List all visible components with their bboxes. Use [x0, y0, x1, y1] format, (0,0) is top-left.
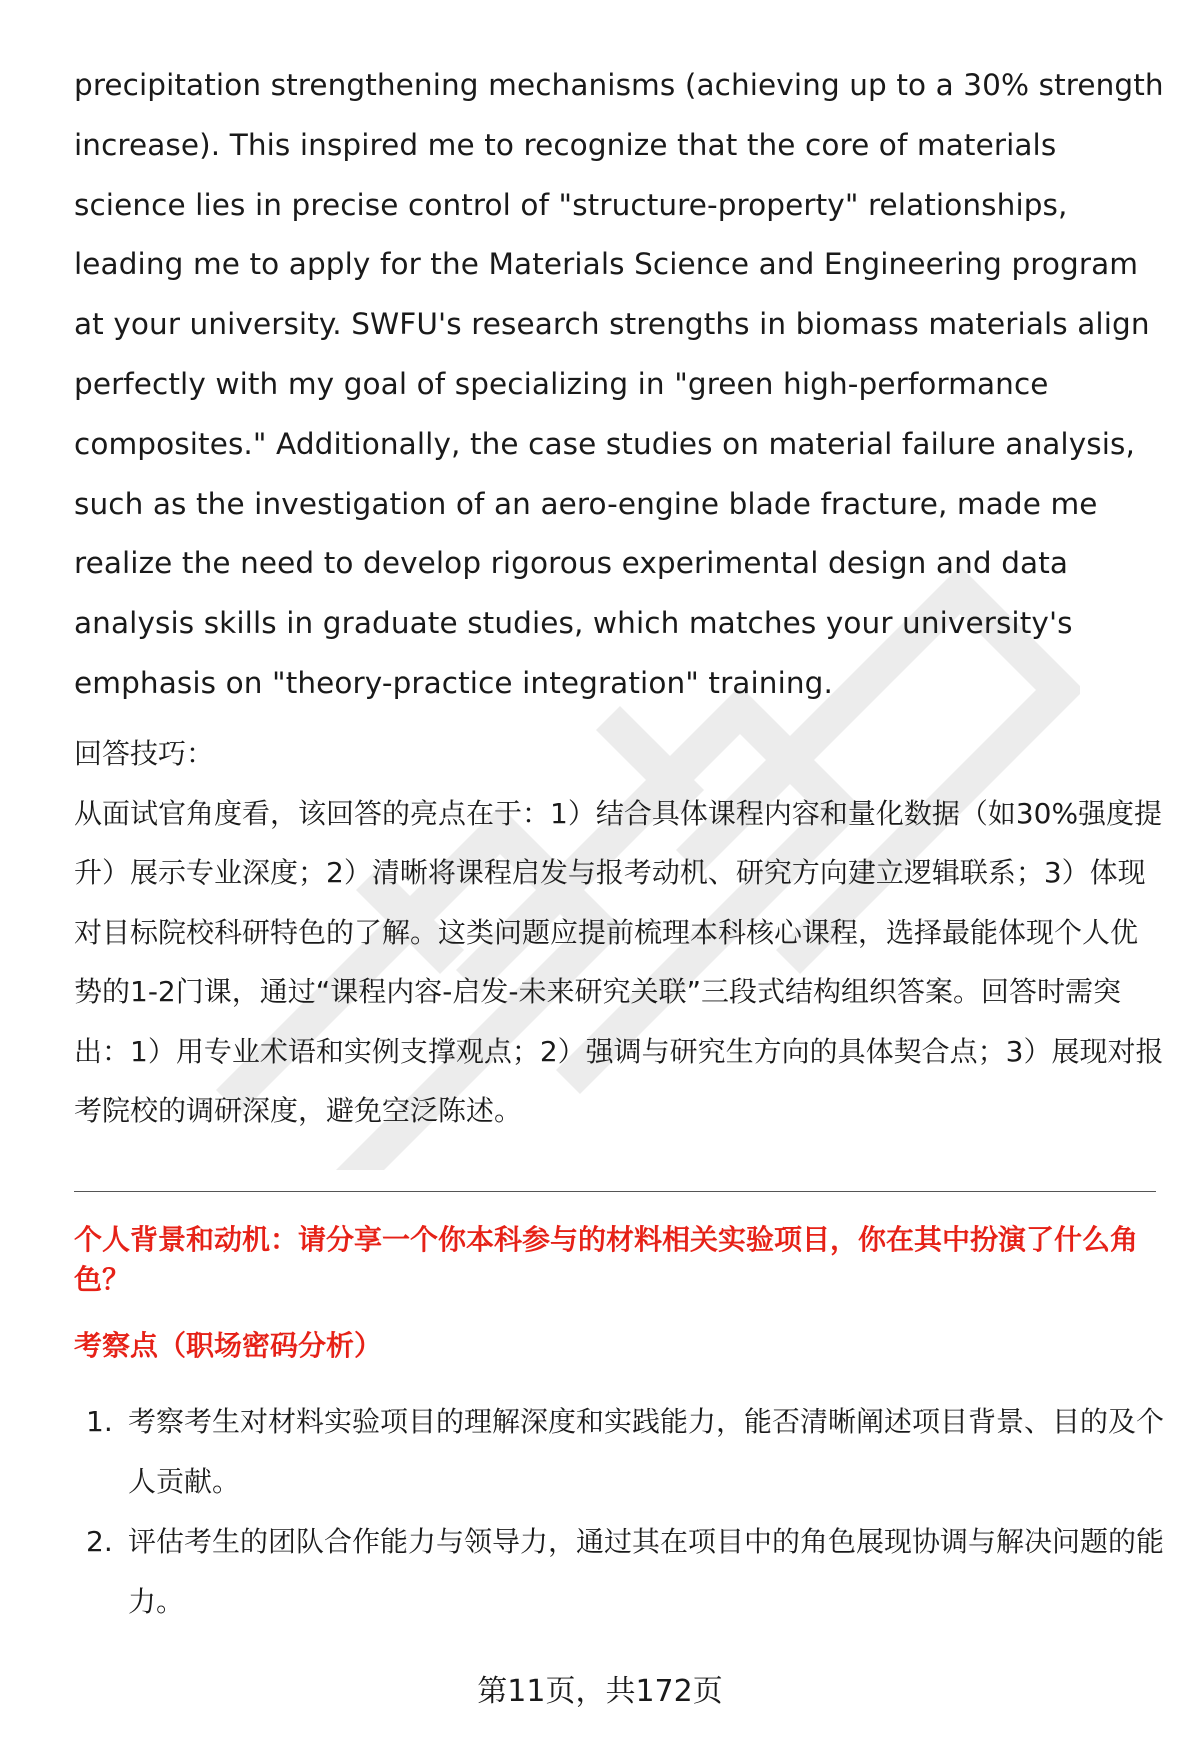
- list-item: [74, 1392, 1164, 1512]
- list-item-number: 1.: [86, 1404, 113, 1438]
- page-content: [74, 56, 1164, 1632]
- answer-paragraph: precipitation strengthening mechanisms (achieving up to a 30% strength increase). This inspired me to recognize that the core of materials science lies in precise control of "structure-property" relationships, leading me to apply for the Materials Science and Engineering program at your university. SWFU's research strengths in biomass materials align perfectly with my goal of specializing in "green high-performance composites." Additionally, the case studies on material failure analysis, such as the investigation of an aero-engine blade fracture, made me realize the need to develop rigorous experimental design and data analysis skills in graduate studies, which matches your university's emphasis on "theory-practice integration" training.: [74, 68, 1164, 700]
- list-item-number: 2.: [86, 1524, 113, 1558]
- list-item-text: 评估考生的团队合作能力与领导力，通过其在项目中的角色展现协调与解决问题的能力。: [128, 1524, 1165, 1618]
- focus-list: [74, 1392, 1164, 1632]
- focus-heading: 考察点（职场密码分析）: [74, 1328, 383, 1362]
- list-item: [74, 1512, 1164, 1632]
- tips-paragraph: 从面试官角度看，该回答的亮点在于：1）结合具体课程内容和量化数据（如30%强度提升）展示专业深度；2）清晰将课程启发与报考动机、研究方向建立逻辑联系；3）体现对目标院校科研特色的了解。这类问题应提前梳理本科核心课程，选择最能体现个人优势的1-2门课，通过“课程内容-启发-未来研究关联”三段式结构组织答案。回答时需突出：1）用专业术语和实例支撑观点；2）强调与研究生方向的具体契合点；3）展现对报考院校的调研深度，避免空泛陈述。: [74, 796, 1164, 1128]
- tips-label: 回答技巧：: [74, 736, 215, 770]
- page-footer: 第11页，共172页: [477, 1674, 723, 1709]
- question-heading: 个人背景和动机：请分享一个你本科参与的材料相关实验项目，你在其中扮演了什么角色？: [74, 1222, 1139, 1296]
- section-divider: [74, 1191, 1156, 1192]
- list-item-text: 考察考生对材料实验项目的理解深度和实践能力，能否清晰阐述项目背景、目的及个人贡献。: [128, 1404, 1165, 1498]
